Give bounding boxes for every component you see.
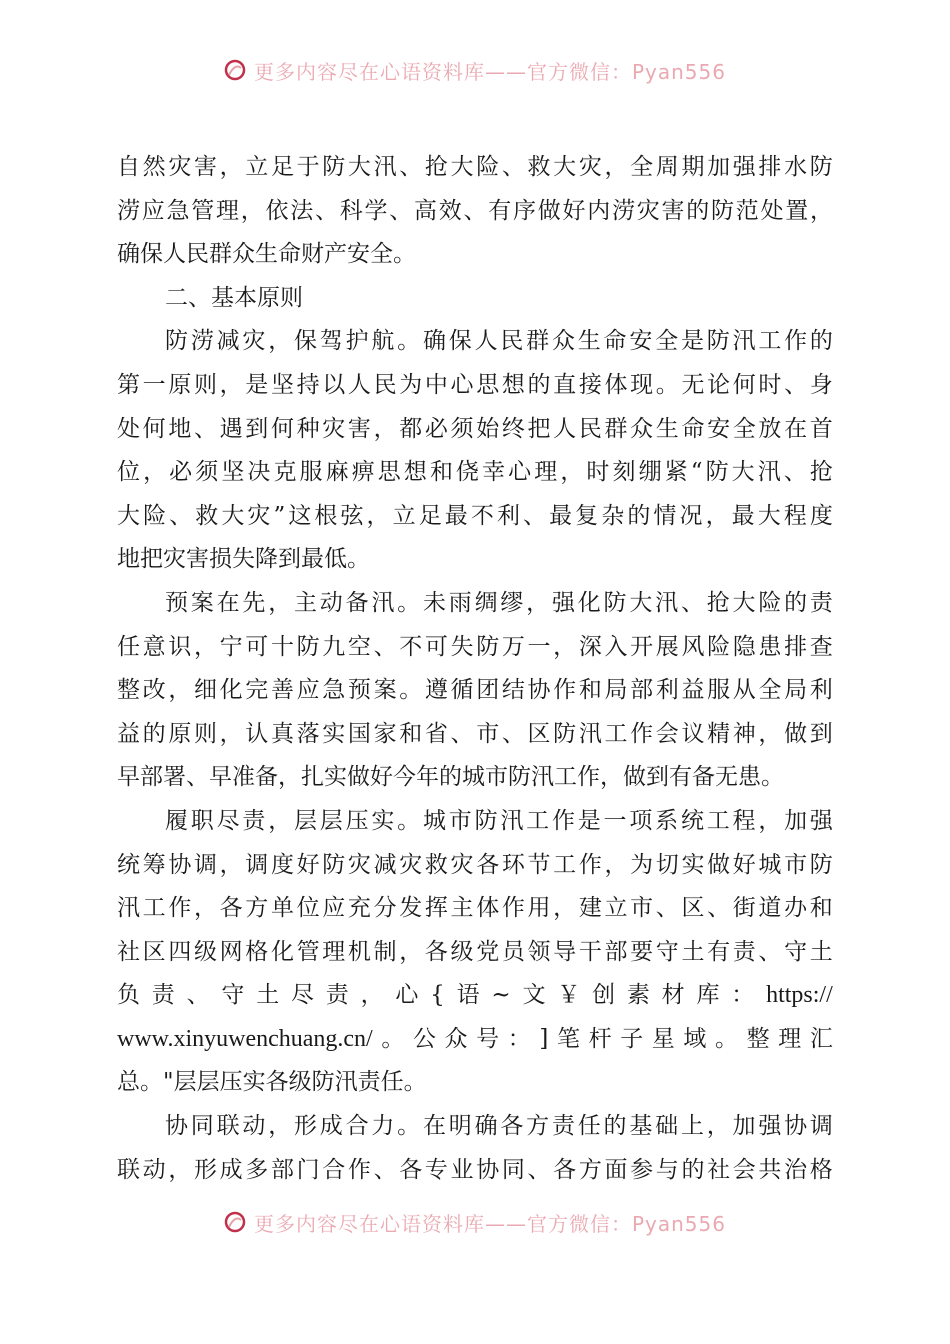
paragraph	[117, 277, 833, 321]
text-line: 益 的 原 则 ， 认 真 落 实 国 家 和 省 、 市 、 区 防 汛 工 作 会 议 精 神 ， 做 到	[117, 720, 833, 747]
text-line: 处 何 地 、 遇 到 何 种 灾 害 ， 都 必 须 始 终 把 人 民 群 众 生 命 安 全 放 在 首	[117, 415, 833, 442]
text-line: 地把灾害损失降到最低。	[117, 546, 370, 573]
text-line: 负 责 、 守 土 尽 责 ， 心 { 语 ~ 文 ￥ 创 素 材 库 ： https://	[117, 982, 833, 1009]
text-line: 统 筹 协 调 ， 调 度 好 防 灾 减 灾 救 灾 各 环 节 工 作 ， 为 切 实 做 好 城 市 防	[117, 851, 833, 878]
text-line: 第 一 原 则 ， 是 坚 持 以 人 民 为 中 心 思 想 的 直 接 体 现 。 无 论 何 时 、 身	[117, 371, 833, 398]
text-line: 总。"层层压实各级防汛责任。	[117, 1069, 427, 1096]
text-line: 社 区 四 级 网 格 化 管 理 机 制 ， 各 级 党 员 领 导 干 部 要 守 土 有 责 、 守 土	[117, 938, 833, 965]
text-line: 位 ， 必 须 坚 决 克 服 麻 痹 思 想 和 侥 幸 心 理 ， 时 刻 绷 紧 “ 防 大 汛 、 抢	[117, 459, 833, 486]
text-line: 早部署、早准备，扎实做好今年的城市防汛工作，做到有备无患。	[117, 764, 784, 791]
text-line: 确保人民群众生命财产安全。	[117, 241, 416, 268]
text-line: 二、基本原则	[165, 284, 303, 311]
text-line: 整 改 ， 细 化 完 善 应 急 预 案 。 遵 循 团 结 协 作 和 局 部 利 益 服 从 全 局 利	[117, 677, 833, 704]
footer-watermark	[0, 1208, 950, 1236]
text-line: 自 然 灾 害 ， 立 足 于 防 大 汛 、 抢 大 险 、 救 大 灾 ， 全 周 期 加 强 排 水 防	[117, 154, 833, 180]
text-line: 涝 应 急 管 理 ， 依 法 、 科 学 、 高 效 、 有 序 做 好 内 涝 灾 害 的 防 范 处 置 ，	[117, 197, 833, 224]
paragraph	[117, 146, 833, 277]
text-line: 大 险 、 救 大 灾 ” 这 根 弦 ， 立 足 最 不 利 、 最 复 杂 的 情 况 ， 最 大 程 度	[117, 502, 833, 529]
watermark-logo-icon	[224, 1211, 246, 1233]
paragraph	[117, 582, 833, 800]
text-line: 履 职 尽 责 ， 层 层 压 实 。 城 市 防 汛 工 作 是 一 项 系 统 工 程 ， 加 强	[165, 807, 833, 834]
text-line: www.xinyuwenchuang.cn/ 。 公 众 号 ： ] 笔 杆 子 星 域 。 整 理 汇	[117, 1025, 833, 1052]
watermark-text: 更多内容尽在心语资料库——官方微信：Pyan556	[253, 59, 726, 84]
paragraph	[117, 800, 833, 1105]
text-line: 汛 工 作 ， 各 方 单 位 应 充 分 发 挥 主 体 作 用 ， 建 立 市 、 区 、 街 道 办 和	[117, 895, 833, 922]
text-line: 协 同 联 动 ， 形 成 合 力 。 在 明 确 各 方 责 任 的 基 础 上 ， 加 强 协 调	[165, 1113, 833, 1140]
text-line: 预 案 在 先 ， 主 动 备 汛 。 未 雨 绸 缪 ， 强 化 防 大 汛 、 抢 大 险 的 责	[165, 589, 833, 616]
watermark-text: 更多内容尽在心语资料库——官方微信：Pyan556	[253, 1211, 726, 1236]
paragraph	[117, 320, 833, 582]
document-body	[117, 146, 833, 1192]
header-watermark	[0, 56, 950, 84]
watermark-logo-icon	[224, 59, 246, 81]
text-line: 防 涝 减 灾 ， 保 驾 护 航 。 确 保 人 民 群 众 生 命 安 全 是 防 汛 工 作 的	[165, 328, 833, 355]
paragraph	[117, 1105, 833, 1192]
text-line: 联 动 ， 形 成 多 部 门 合 作 、 各 专 业 协 同 、 各 方 面 参 与 的 社 会 共 治 格	[117, 1156, 833, 1183]
text-line: 任 意 识 ， 宁 可 十 防 九 空 、 不 可 失 防 万 一 ， 深 入 开 展 风 险 隐 患 排 查	[117, 633, 833, 660]
